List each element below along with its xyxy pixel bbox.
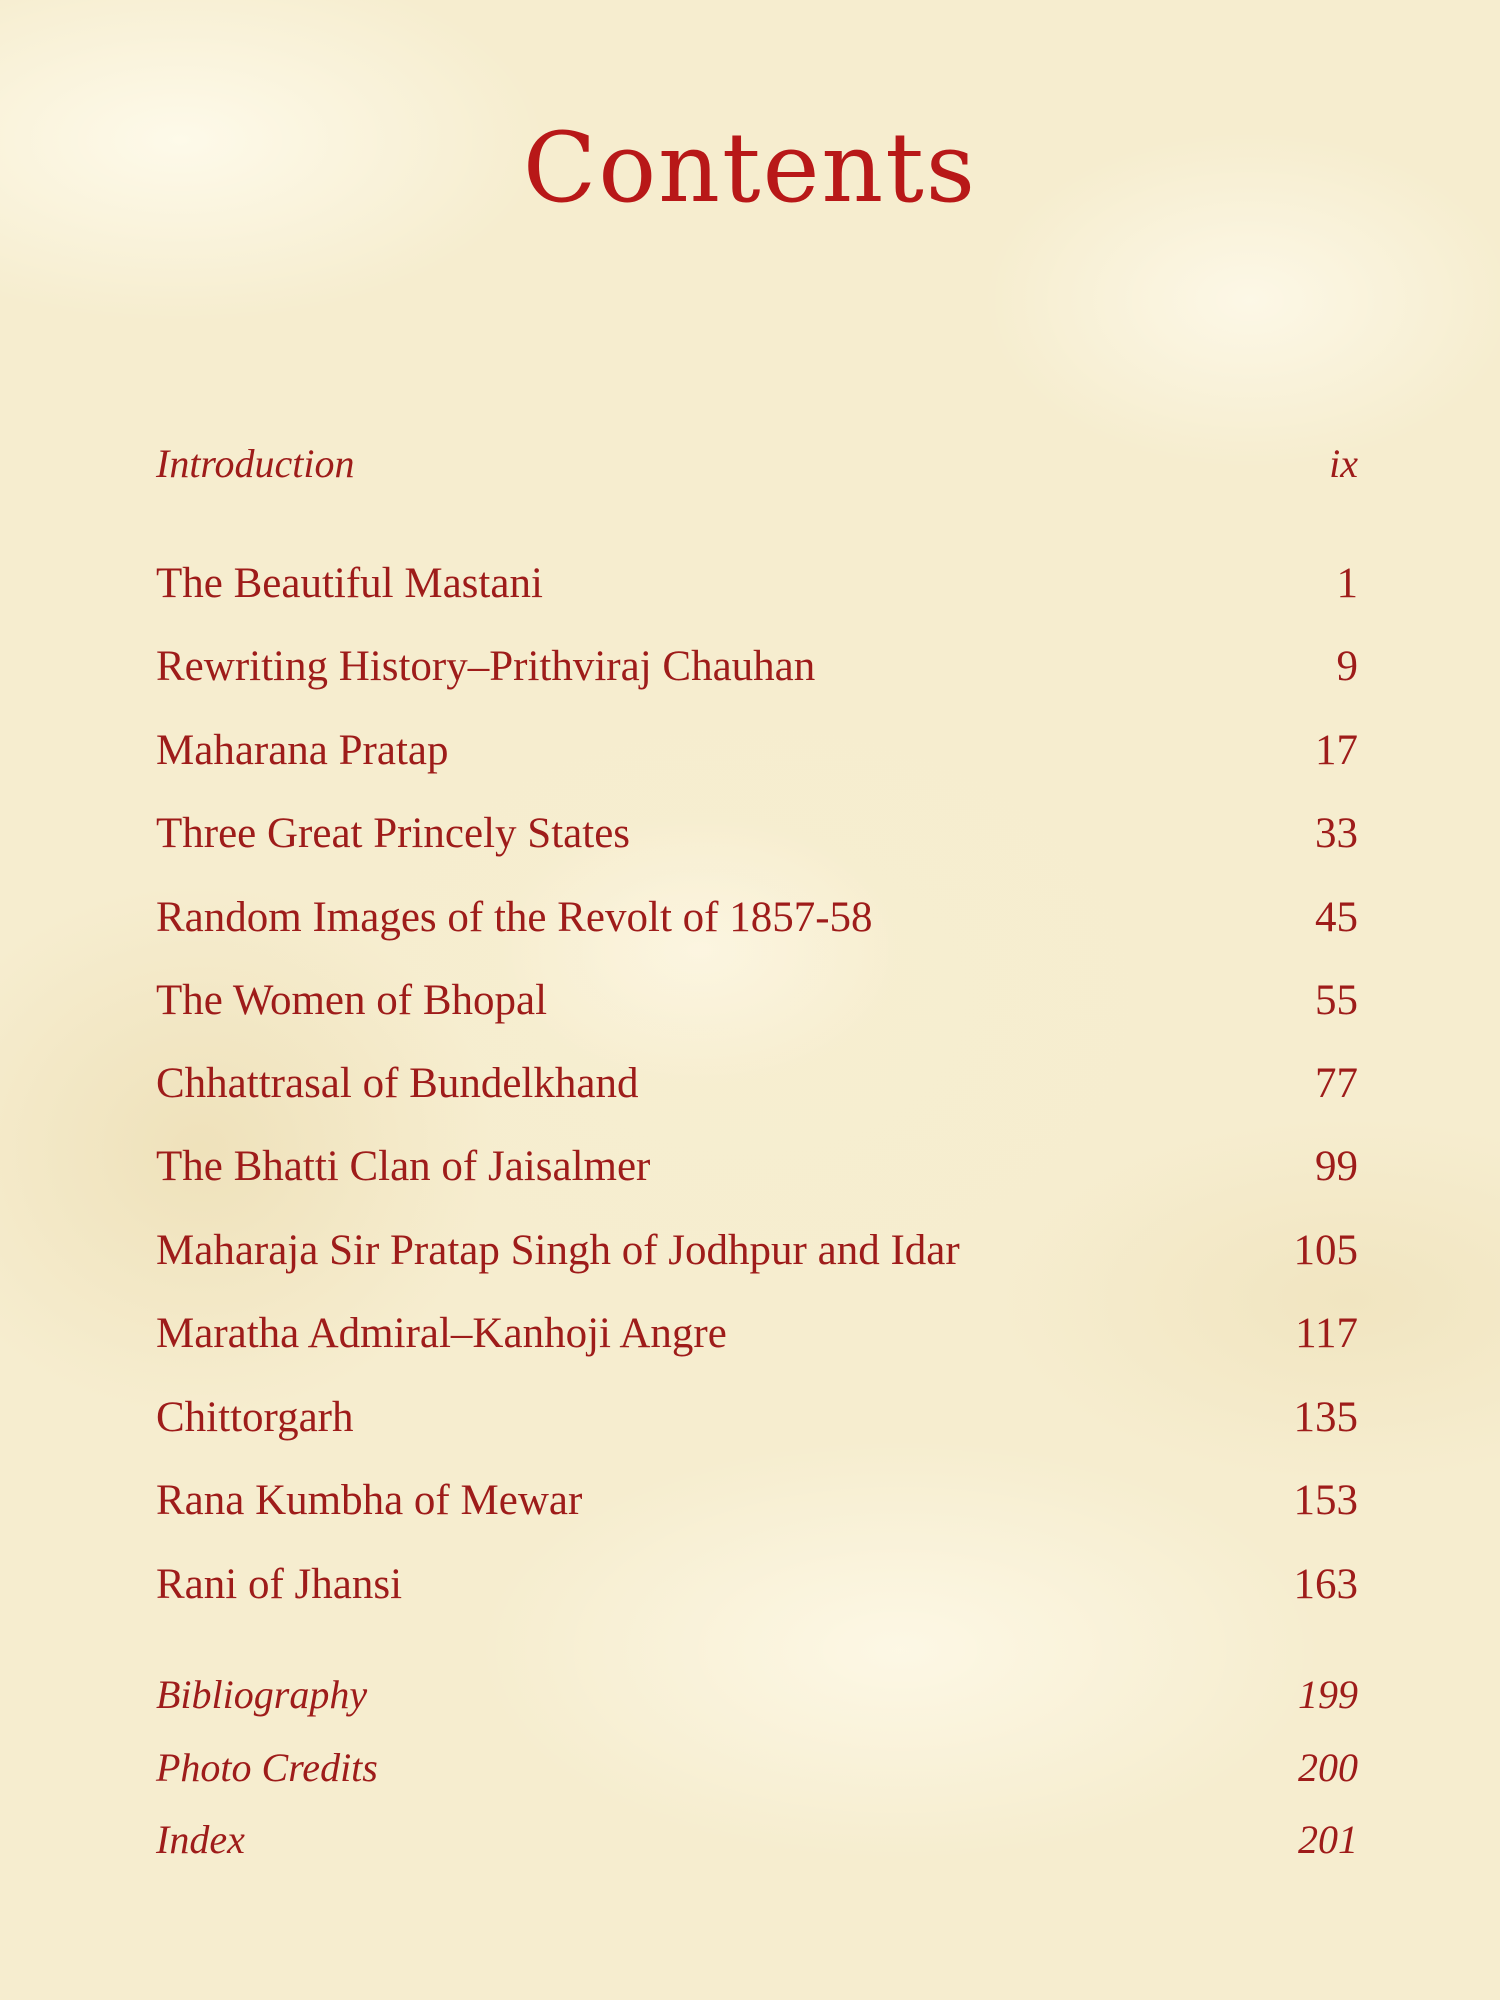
toc-entry-title: Maharaja Sir Pratap Singh of Jodhpur and Idar <box>156 1226 960 1274</box>
toc-entry-index[interactable] <box>156 1809 1358 1869</box>
toc-entry-page: 45 <box>1315 893 1358 941</box>
toc-entry-title: The Women of Bhopal <box>156 976 548 1024</box>
toc-entry-title: Introduction <box>156 440 355 486</box>
toc-entry-page: 153 <box>1293 1476 1358 1524</box>
toc-entry-title: Photo Credits <box>156 1744 378 1790</box>
toc-entry-page: 9 <box>1336 642 1358 690</box>
toc-entry-title: The Bhatti Clan of Jaisalmer <box>156 1142 651 1190</box>
toc-entry-page: 117 <box>1295 1309 1358 1357</box>
toc-entry-page: 1 <box>1336 559 1358 607</box>
toc-entry-page: 55 <box>1315 976 1358 1024</box>
toc-entry-title: Maratha Admiral–Kanhoji Angre <box>156 1309 727 1357</box>
toc-entry[interactable] <box>156 720 1358 780</box>
toc-entry-page: 105 <box>1293 1226 1358 1274</box>
toc-entry[interactable] <box>156 1303 1358 1363</box>
toc-entry-page: 17 <box>1315 726 1358 774</box>
toc-entry-title: Bibliography <box>156 1671 368 1717</box>
toc-entry-title: Chittorgarh <box>156 1393 354 1441</box>
toc-entry-page: 99 <box>1315 1142 1358 1190</box>
toc-entry-title: Chhattrasal of Bundelkhand <box>156 1059 639 1107</box>
toc-entry-introduction[interactable] <box>156 433 1358 493</box>
toc-entry-page: 77 <box>1315 1059 1358 1107</box>
toc-entry[interactable] <box>156 1554 1358 1614</box>
toc-entry-page: ix <box>1329 440 1358 486</box>
toc-entry[interactable] <box>156 1387 1358 1447</box>
toc-entry[interactable] <box>156 553 1358 613</box>
toc-entry-page: 201 <box>1298 1816 1358 1862</box>
toc-entry-page: 33 <box>1315 809 1358 857</box>
toc-entry[interactable] <box>156 970 1358 1030</box>
toc-entry[interactable] <box>156 1136 1358 1196</box>
toc-entry-page: 135 <box>1293 1393 1358 1441</box>
toc-entry[interactable] <box>156 1220 1358 1280</box>
table-of-contents <box>156 0 1358 2000</box>
toc-entry-photo-credits[interactable] <box>156 1737 1358 1797</box>
toc-entry-title: Three Great Princely States <box>156 809 631 857</box>
toc-entry[interactable] <box>156 636 1358 696</box>
toc-entry-bibliography[interactable] <box>156 1664 1358 1724</box>
toc-entry[interactable] <box>156 803 1358 863</box>
toc-entry-title: Rani of Jhansi <box>156 1560 403 1608</box>
toc-entry-page: 163 <box>1293 1560 1358 1608</box>
toc-entry-page: 200 <box>1298 1744 1358 1790</box>
toc-entry-page: 199 <box>1298 1671 1358 1717</box>
toc-entry[interactable] <box>156 1470 1358 1530</box>
toc-entry-title: Index <box>156 1816 245 1862</box>
toc-entry[interactable] <box>156 1053 1358 1113</box>
toc-entry[interactable] <box>156 887 1358 947</box>
toc-entry-title: Random Images of the Revolt of 1857-58 <box>156 893 873 941</box>
toc-entry-title: Maharana Pratap <box>156 726 449 774</box>
toc-entry-title: Rana Kumbha of Mewar <box>156 1476 583 1524</box>
toc-entry-title: The Beautiful Mastani <box>156 559 543 607</box>
page-title: Contents <box>522 112 978 224</box>
toc-entry-title: Rewriting History–Prithviraj Chauhan <box>156 642 816 690</box>
